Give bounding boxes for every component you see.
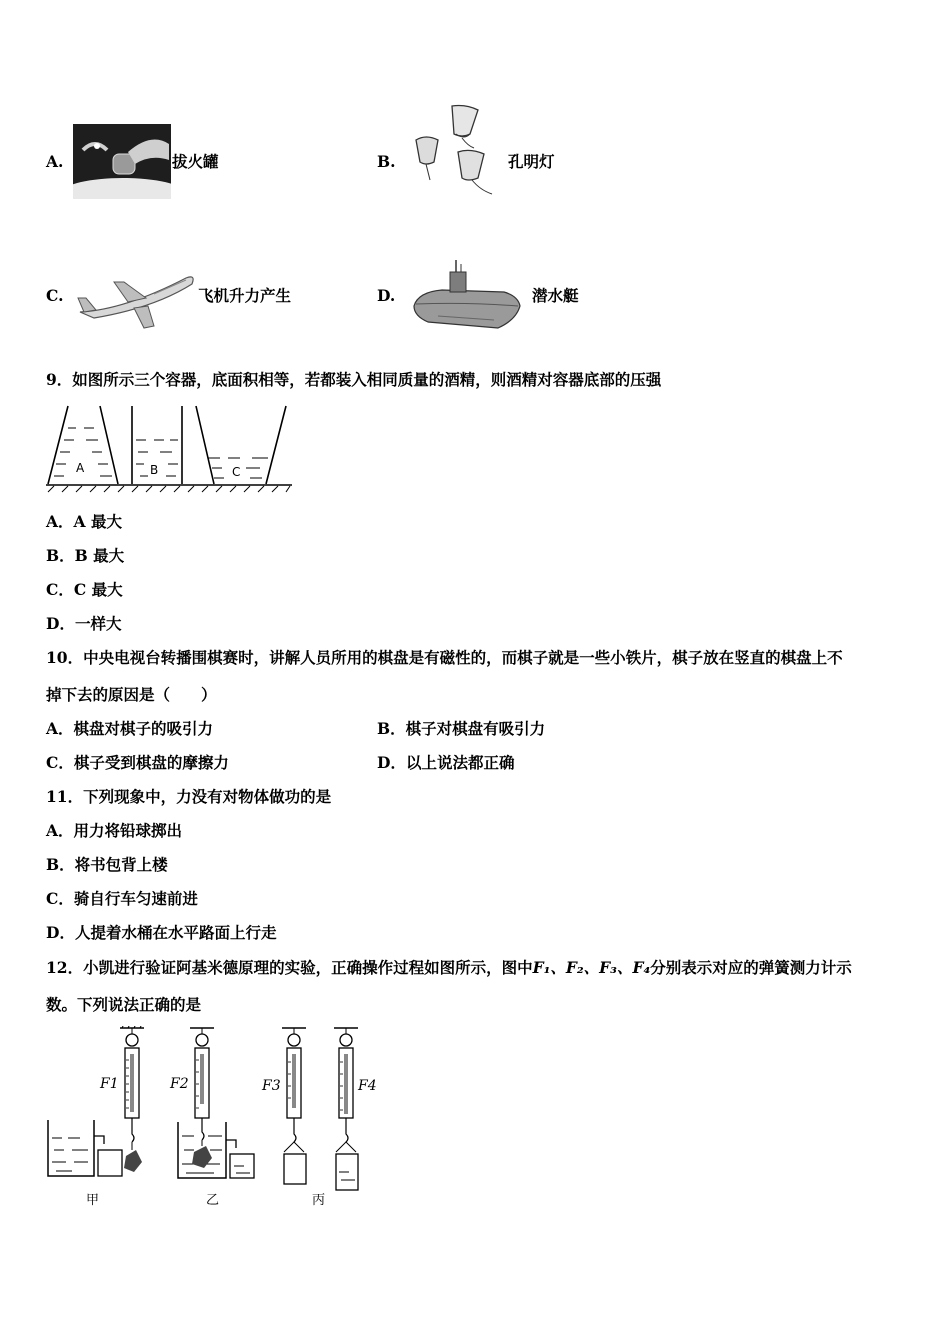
- q8-option-a-text: 拔火罐: [172, 152, 219, 171]
- q9-option-a-text: A 最大: [73, 512, 122, 531]
- panel-label-yi: 乙: [206, 1193, 220, 1208]
- force-label-f4: F4: [358, 1078, 377, 1094]
- q12-stem-line1: [46, 958, 852, 978]
- q9-stem: 9．如图所示三个容器，底面积相等，若都装入相同质量的酒精，则酒精对容器底部的压强: [46, 370, 662, 389]
- q11-option-b-text: 将书包背上楼: [74, 855, 168, 874]
- q9-option-c-letter: C．: [46, 580, 74, 599]
- archimedes-experiment-figure: [44, 1026, 384, 1210]
- submarine-picture: [408, 256, 522, 336]
- q11-option-a-text: 用力将铅球掷出: [73, 821, 183, 840]
- q12-stem-forces: F₁、F₂、F₃、F₄: [532, 958, 651, 977]
- q10-option-b-text: 棋子对棋盘有吸引力: [405, 719, 546, 738]
- q11-option-a-letter: A．: [46, 821, 74, 840]
- cupping-photo: [73, 124, 171, 199]
- q11-option-c-letter: C．: [46, 889, 74, 908]
- container-a-label: A: [76, 461, 85, 475]
- q8-option-d-text: 潜水艇: [532, 286, 579, 305]
- q10-stem-line2: 掉下去的原因是（ ）: [46, 685, 217, 704]
- q9-option-b-letter: B．: [46, 546, 75, 565]
- q11-stem: 11．下列现象中，力没有对物体做功的是: [46, 787, 332, 806]
- panel-label-jia: 甲: [86, 1193, 100, 1208]
- q9-option-c-text: C 最大: [73, 580, 123, 599]
- q10-option-d-letter: D．: [377, 753, 406, 772]
- sky-lanterns-picture: [404, 100, 500, 200]
- q10-option-d-text: 以上说法都正确: [405, 753, 515, 772]
- force-label-f2: F2: [170, 1076, 189, 1092]
- q9-option-b-text: B 最大: [74, 546, 125, 565]
- q8-option-c-text: 飞机升力产生: [198, 286, 292, 305]
- force-label-f3: F3: [262, 1078, 281, 1094]
- container-b-label: B: [150, 463, 159, 477]
- three-containers-figure: [46, 402, 292, 496]
- panel-label-bing: 丙: [312, 1193, 326, 1208]
- q9-option-d-letter: D．: [46, 614, 75, 633]
- q8-option-b-text: 孔明灯: [508, 152, 555, 171]
- q10-option-c-letter: C．: [46, 753, 74, 772]
- container-c-label: C: [232, 465, 241, 479]
- airplane-picture: [74, 268, 198, 330]
- q11-option-d-text: 人提着水桶在水平路面上行走: [74, 923, 277, 942]
- q10-option-a-letter: A．: [46, 719, 74, 738]
- q8-option-c-letter: C.: [46, 286, 64, 305]
- q10-option-a-text: 棋盘对棋子的吸引力: [73, 719, 214, 738]
- q12-stem-prefix: 12．小凯进行验证阿基米德原理的实验，正确操作过程如图所示，图中: [46, 958, 533, 977]
- q9-option-d-text: 一样大: [74, 614, 122, 633]
- force-label-f1: F1: [100, 1076, 119, 1092]
- q8-option-b-letter: B.: [377, 152, 396, 171]
- q9-option-a-letter: A．: [46, 512, 74, 531]
- q12-stem-suffix: 分别表示对应的弹簧测力计示: [650, 958, 852, 977]
- q11-option-b-letter: B．: [46, 855, 75, 874]
- q10-option-c-text: 棋子受到棋盘的摩擦力: [73, 753, 229, 772]
- q10-stem-line1: 10．中央电视台转播围棋赛时，讲解人员所用的棋盘是有磁性的，而棋子就是一些小铁片，棋子放在竖直的棋盘上不: [46, 648, 843, 667]
- q12-stem-line2: 数。下列说法正确的是: [46, 995, 202, 1014]
- q8-option-a-letter: A.: [46, 152, 64, 171]
- q8-option-d-letter: D.: [377, 286, 396, 305]
- q11-option-d-letter: D．: [46, 923, 75, 942]
- q10-option-b-letter: B．: [377, 719, 406, 738]
- q11-option-c-text: 骑自行车匀速前进: [73, 889, 198, 908]
